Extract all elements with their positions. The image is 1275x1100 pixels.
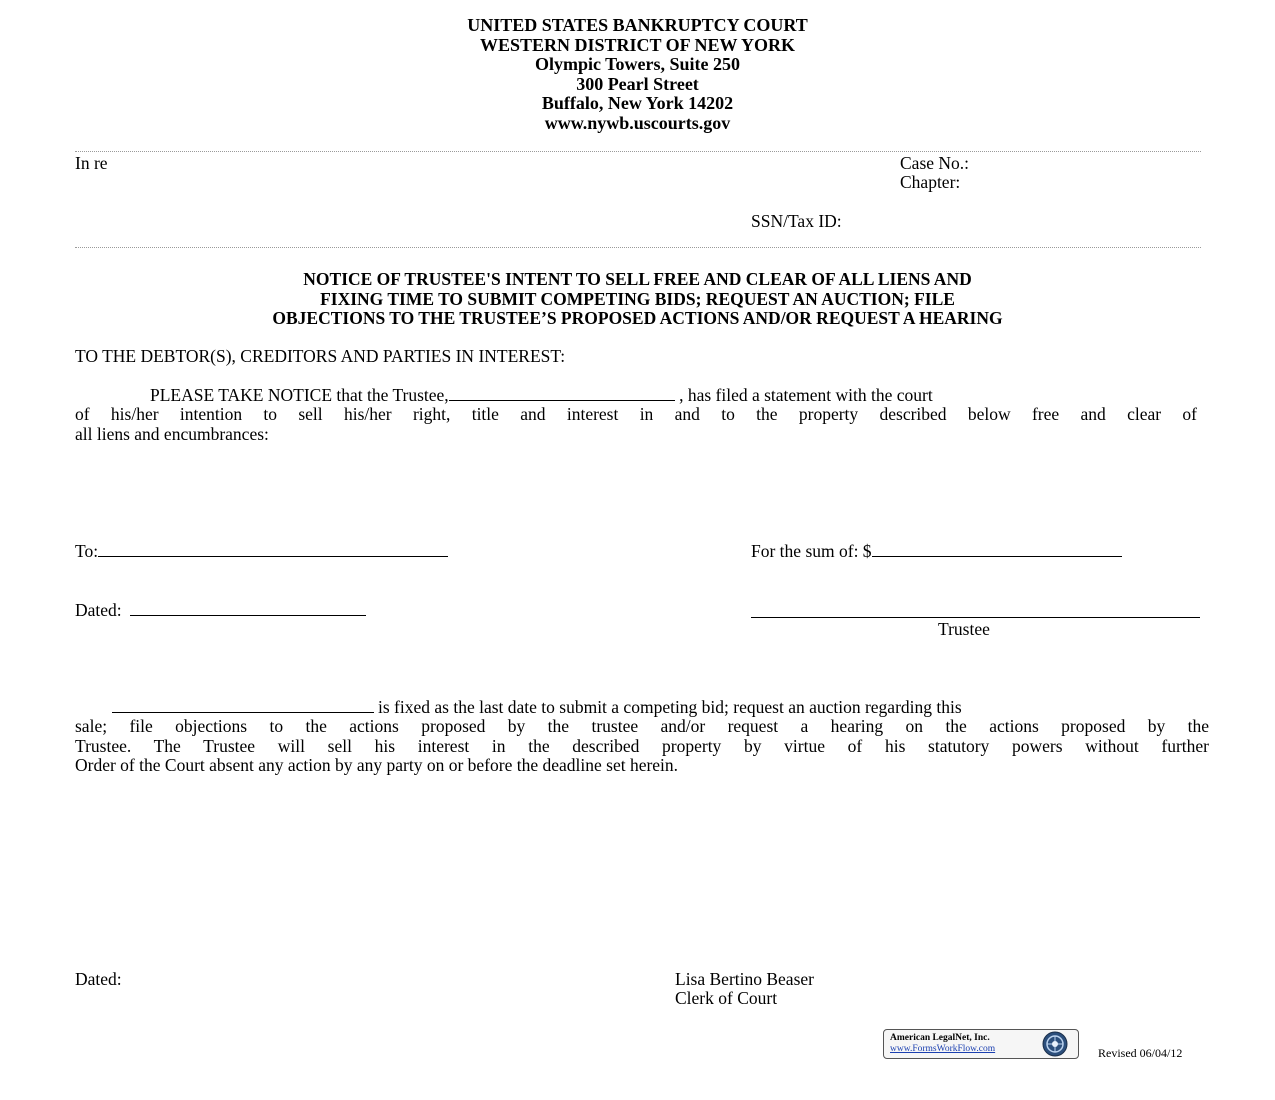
notice-paragraph-line-1 xyxy=(150,385,933,406)
salutation: TO THE DEBTOR(S), CREDITORS AND PARTIES IN INTEREST: xyxy=(75,346,566,366)
court-address-city: Buffalo, New York 14202 xyxy=(541,93,734,113)
notice-title xyxy=(0,270,1275,329)
case-no-label: Case No.: xyxy=(900,153,970,173)
caption-divider xyxy=(75,247,1201,248)
notice-paragraph-line-3: all liens and encumbrances: xyxy=(75,423,269,444)
notice-title-line-2: FIXING TIME TO SUBMIT COMPETING BIDS; REQUEST AN AUCTION; FILE xyxy=(320,288,955,309)
header-divider xyxy=(75,151,1201,152)
sale-date-blank[interactable] xyxy=(130,601,366,616)
trustee-signature-line[interactable] xyxy=(751,617,1200,618)
deadline-paragraph-line-1 xyxy=(112,697,962,718)
sum-field xyxy=(751,541,1122,562)
notice-paragraph-body xyxy=(75,405,1197,444)
notice-title-line-3: OBJECTIONS TO THE TRUSTEE’S PROPOSED ACTIONS AND/OR REQUEST A HEARING xyxy=(272,308,1003,328)
sum-label: For the sum of: $ xyxy=(751,541,872,561)
deadline-paragraph-line-2: sale; file objections to the actions proposed by the trustee and/or request a hearing on the actions proposed by the xyxy=(75,716,1209,736)
deadline-paragraph-line-3: Trustee. The Trustee will sell his interest in the described property by virtue of his statutory powers without further xyxy=(75,735,1209,756)
clerk-name: Lisa Bertino Beaser xyxy=(675,969,814,989)
ssn-tax-id-label: SSN/Tax ID: xyxy=(751,211,842,231)
revision-date: Revised 06/04/12 xyxy=(1098,1046,1183,1060)
in-re-label: In re xyxy=(75,153,108,173)
publisher-logo[interactable] xyxy=(883,1029,1079,1059)
trustee-name-blank[interactable] xyxy=(449,386,675,401)
trustee-signature-label: Trustee xyxy=(938,619,990,639)
deadline-paragraph-body xyxy=(75,717,1209,776)
chapter-label: Chapter: xyxy=(900,172,961,192)
court-website: www.nywb.uscourts.gov xyxy=(544,112,731,133)
deadline-paragraph-line-4: Order of the Court absent any action by any party on or before the deadline set herein. xyxy=(75,755,679,775)
sale-dated-label: Dated: xyxy=(75,600,122,620)
notice-paragraph-line-2: of his/her intention to sell his/her right, title and interest in and to the property described below free and clear of xyxy=(75,404,1197,424)
notice-lead-text: PLEASE TAKE NOTICE that the Trustee, xyxy=(150,385,449,405)
deadline-date-blank[interactable] xyxy=(112,698,374,713)
buyer-name-blank[interactable] xyxy=(98,542,448,557)
to-field xyxy=(75,541,448,562)
clerk-dated-label: Dated: xyxy=(75,969,122,989)
clerk-title: Clerk of Court xyxy=(675,988,778,1008)
publisher-link[interactable]: www.FormsWorkFlow.com xyxy=(890,1044,996,1054)
court-district: WESTERN DISTRICT OF NEW YORK xyxy=(479,34,796,55)
deadline-lead-text: is fixed as the last date to submit a competing bid; request an auction regarding this xyxy=(378,697,962,717)
court-header xyxy=(0,16,1275,133)
globe-icon xyxy=(1042,1031,1068,1057)
notice-lead-continuation: , has filed a statement with the court xyxy=(679,385,933,405)
court-address-street: 300 Pearl Street xyxy=(576,73,699,94)
court-name: UNITED STATES BANKRUPTCY COURT xyxy=(467,15,808,35)
sale-dated-field xyxy=(75,600,366,621)
publisher-name: American LegalNet, Inc. xyxy=(890,1033,990,1043)
sale-amount-blank[interactable] xyxy=(872,542,1122,557)
notice-title-line-1: NOTICE OF TRUSTEE'S INTENT TO SELL FREE AND CLEAR OF ALL LIENS AND xyxy=(303,269,972,289)
court-address-building: Olympic Towers, Suite 250 xyxy=(534,54,740,74)
to-label: To: xyxy=(75,541,99,561)
